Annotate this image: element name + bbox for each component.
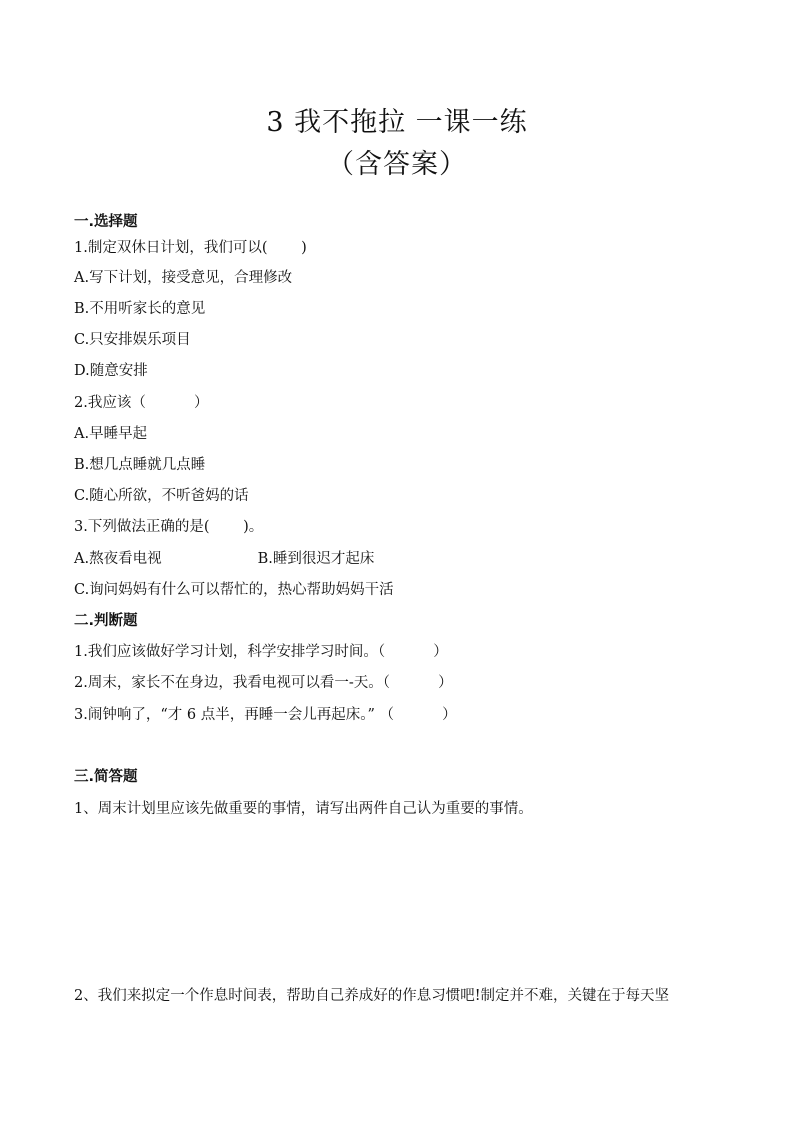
choice-q3-option-a: A.熬夜看电视 <box>74 551 162 567</box>
page-subtitle: （含答案） <box>327 149 467 180</box>
section-heading-choice: 一.选择题 <box>74 214 138 230</box>
section-heading-short-answer: 三.简答题 <box>74 769 138 785</box>
choice-q1-option-d: D.随意安排 <box>74 363 148 379</box>
choice-q3-option-c: C.询问妈妈有什么可以帮忙的，热心帮助妈妈干活 <box>74 582 394 598</box>
choice-q3-options-ab <box>74 549 374 569</box>
page-title: 3 我不拖拉 一课一练 <box>266 107 528 138</box>
choice-q3-stem: 3.下列做法正确的是( )。 <box>74 519 264 535</box>
judge-q2: 2.周末，家长不在身边，我看电视可以看一-天。（ ） <box>74 675 453 691</box>
choice-q2-option-a: A.早睡早起 <box>74 426 148 442</box>
judge-q3: 3.闹钟响了，“才 6 点半，再睡一会儿再起床。” （ ） <box>74 707 457 723</box>
judge-q1: 1.我们应该做好学习计划，科学安排学习时间。（ ） <box>74 644 448 660</box>
choice-q2-option-c: C.随心所欲，不听爸妈的话 <box>74 488 249 504</box>
choice-q2-option-b: B.想几点睡就几点睡 <box>74 457 206 473</box>
choice-q3-option-b: B.睡到很迟才起床 <box>257 551 375 567</box>
short-answer-q2: 2、我们来拟定一个作息时间表，帮助自己养成好的作息习惯吧!制定并不难，关键在于每天坚 <box>74 988 670 1004</box>
short-answer-q1: 1、周末计划里应该先做重要的事情，请写出两件自己认为重要的事情。 <box>74 801 533 817</box>
choice-q2-stem: 2.我应该（ ） <box>74 395 209 411</box>
choice-q1-option-c: C.只安排娱乐项目 <box>74 332 191 348</box>
section-heading-judge: 二.判断题 <box>74 613 138 629</box>
choice-q1-stem: 1.制定双休日计划，我们可以( ) <box>74 240 307 256</box>
choice-q1-option-a: A.写下计划，接受意见，合理修改 <box>74 270 293 286</box>
choice-q1-option-b: B.不用听家长的意见 <box>74 301 206 317</box>
